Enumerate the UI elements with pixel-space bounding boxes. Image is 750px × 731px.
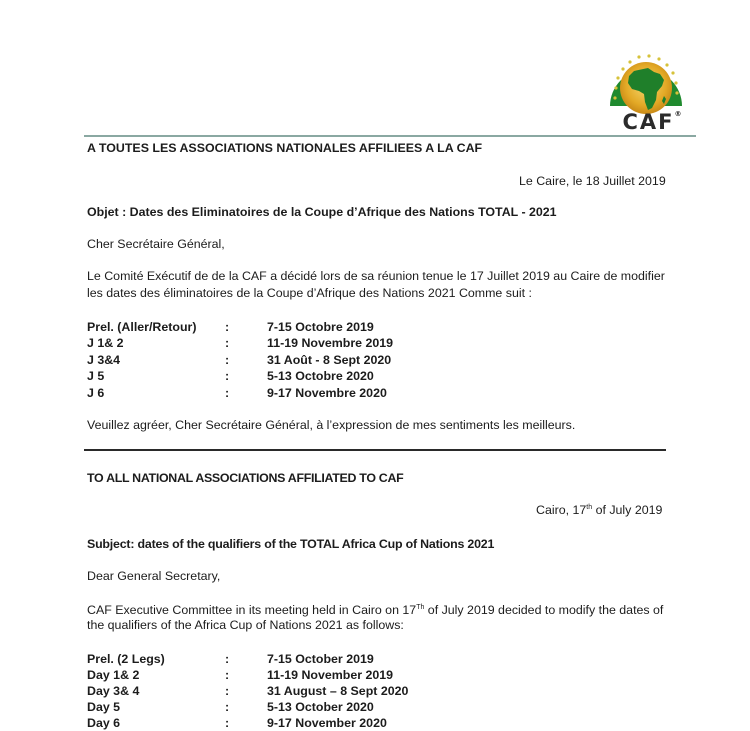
schedule-colon: : [225, 369, 230, 383]
header-divider [84, 135, 696, 137]
fr-body-line-2: les dates des éliminatoires de la Coupe d’Afrique des Nations 2021 Comme suit : [87, 286, 532, 300]
en-body-line-2: the qualifiers of the Africa Cup of Nations 2021 as follows: [87, 618, 404, 632]
schedule-dates: 9-17 Novembre 2020 [267, 386, 387, 400]
en-date-line: Cairo, 17th of July 2019 [536, 503, 663, 517]
schedule-dates: 7-15 October 2019 [267, 652, 374, 666]
schedule-colon: : [225, 386, 230, 400]
schedule-colon: : [225, 684, 230, 698]
schedule-label: Day 5 [87, 700, 121, 714]
schedule-dates: 31 Août - 8 Sept 2020 [267, 353, 392, 367]
schedule-dates: 9-17 November 2020 [267, 716, 387, 730]
fr-subject: Objet : Dates des Eliminatoires de la Coupe d’Afrique des Nations TOTAL - 2021 [87, 205, 557, 219]
schedule-colon: : [225, 320, 230, 334]
schedule-label: J 6 [87, 386, 105, 400]
fr-closing: Veuillez agréer, Cher Secrétaire Général, à l’expression de mes sentiments les meilleurs. [87, 418, 576, 432]
fr-addressee: A TOUTES LES ASSOCIATIONS NATIONALES AFFILIEES A LA CAF [87, 141, 483, 155]
schedule-dates: 11-19 Novembre 2019 [267, 336, 394, 350]
registered-mark: ® [674, 110, 682, 118]
en-addressee: TO ALL NATIONAL ASSOCIATIONS AFFILIATED TO CAF [87, 471, 404, 485]
schedule-label: J 1& 2 [87, 336, 124, 350]
schedule-label: Prel. (Aller/Retour) [87, 320, 197, 334]
fr-salutation: Cher Secrétaire Général, [87, 237, 225, 251]
schedule-label: Day 1& 2 [87, 668, 140, 682]
schedule-colon: : [225, 668, 230, 682]
schedule-dates: 7-15 Octobre 2019 [267, 320, 374, 334]
schedule-label: Day 6 [87, 716, 121, 730]
schedule-colon: : [225, 353, 230, 367]
schedule-label: J 3&4 [87, 353, 121, 367]
en-body-line-1: CAF Executive Committee in its meeting held in Cairo on 17Th of July 2019 decided to modify the dates of [87, 603, 664, 617]
en-salutation: Dear General Secretary, [87, 569, 221, 583]
schedule-colon: : [225, 716, 230, 730]
schedule-dates: 11-19 November 2019 [267, 668, 394, 682]
caf-logo-text: CAF® [622, 110, 682, 134]
section-divider [84, 449, 666, 451]
schedule-colon: : [225, 700, 230, 714]
schedule-dates: 5-13 October 2020 [267, 700, 374, 714]
schedule-colon: : [225, 652, 230, 666]
schedule-dates: 5-13 Octobre 2020 [267, 369, 374, 383]
fr-body-line-1: Le Comité Exécutif de de la CAF a décidé lors de sa réunion tenue le 17 Juillet 2019 au Caire de modifier [87, 269, 665, 283]
en-subject: Subject: dates of the qualifiers of the TOTAL Africa Cup of Nations 2021 [87, 537, 495, 551]
schedule-label: Day 3& 4 [87, 684, 140, 698]
schedule-dates: 31 August – 8 Sept 2020 [267, 684, 409, 698]
schedule-label: Prel. (2 Legs) [87, 652, 165, 666]
schedule-colon: : [225, 336, 230, 350]
fr-date-line: Le Caire, le 18 Juillet 2019 [519, 174, 666, 188]
schedule-label: J 5 [87, 369, 105, 383]
